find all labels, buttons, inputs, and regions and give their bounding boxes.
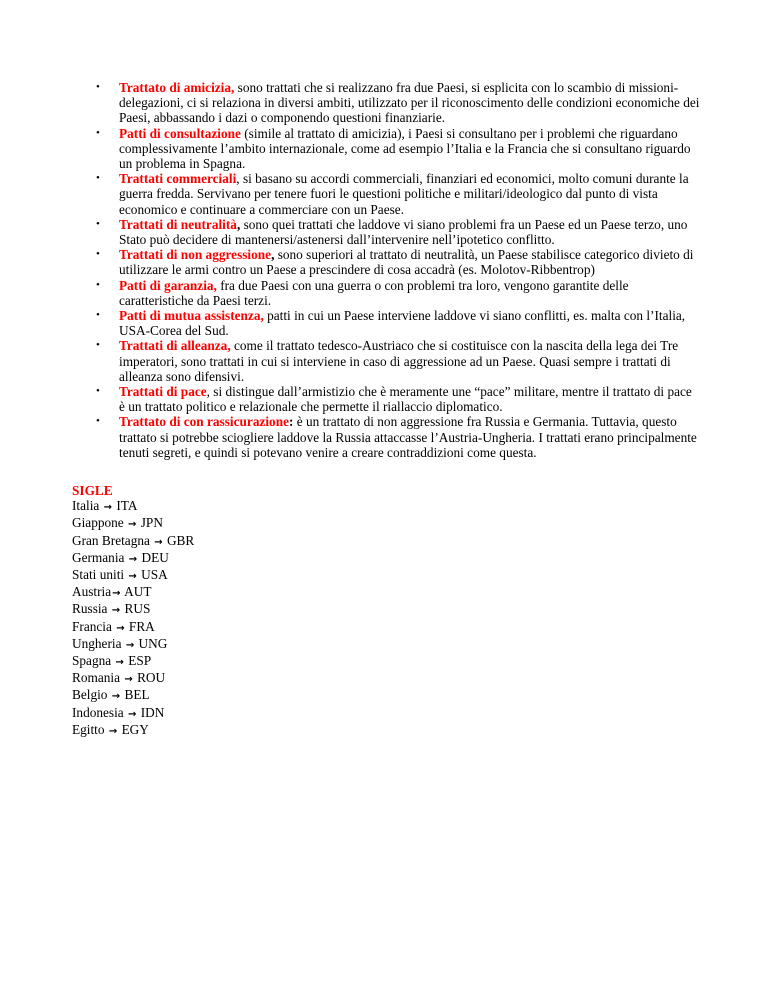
bullet-icon: •: [96, 339, 100, 352]
arrow-right-icon: →: [128, 519, 137, 531]
sigle-row: [72, 670, 472, 687]
arrow-right-icon: →: [128, 553, 138, 565]
treaty-term: Trattati commerciali: [119, 171, 237, 187]
arrow-right-icon: →: [124, 674, 133, 686]
country-name: Stati uniti: [72, 567, 125, 583]
arrow-right-icon: →: [111, 605, 121, 617]
treaty-term: Trattati di alleanza,: [119, 338, 231, 354]
treaty-term: Trattati di non aggressione: [119, 247, 272, 263]
treaty-list: [72, 80, 700, 460]
sigle-row: [72, 533, 472, 550]
country-name: Belgio: [72, 687, 108, 703]
treaty-description: sono superiori al trattato di neutralità, un Paese stabilisce categorico divieto di utilizzare le armi contro un Paese a prescindere di cosa accadrà (es. Molotov-Ribbentrop): [119, 247, 694, 278]
country-name: Giappone: [72, 515, 124, 531]
treaty-term: Patti di mutua assistenza,: [119, 308, 264, 324]
country-code: ITA: [116, 498, 138, 514]
country-name: Spagna: [72, 653, 112, 669]
country-name: Egitto: [72, 721, 105, 737]
bullet-icon: •: [96, 81, 100, 93]
country-name: Germania: [72, 549, 125, 565]
arrow-right-icon: →: [154, 536, 163, 548]
treaty-item: [72, 217, 700, 247]
treaty-term: Patti di consultazione: [119, 125, 241, 141]
treaty-item: [72, 278, 700, 308]
treaty-item: [72, 414, 700, 460]
bullet-icon: •: [96, 217, 100, 230]
treaty-item: [72, 126, 700, 172]
country-name: Austria: [72, 584, 112, 600]
bullet-icon: •: [96, 278, 100, 291]
treaty-item: [72, 338, 700, 384]
sigle-row: [72, 584, 472, 601]
sigle-row: [72, 687, 472, 704]
treaty-term: Trattato di con rassicurazione: [119, 414, 290, 430]
treaty-term: Trattato di amicizia,: [119, 80, 235, 95]
sigle-row: [72, 498, 472, 515]
bullet-icon: •: [96, 172, 100, 185]
treaty-term-punctuation: ,: [236, 216, 241, 232]
country-code: AUT: [124, 584, 152, 600]
country-code: UNG: [138, 635, 168, 651]
sigle-row: [72, 705, 472, 722]
treaty-term: Patti di garanzia,: [119, 277, 217, 293]
sigle-section: [72, 483, 472, 739]
sigle-row: [72, 653, 472, 670]
bullet-icon: •: [96, 415, 100, 428]
bullet-icon: •: [96, 126, 100, 139]
treaty-item: [72, 247, 700, 277]
country-name: Ungheria: [72, 635, 122, 651]
bullet-icon: •: [96, 385, 100, 398]
arrow-right-icon: →: [108, 725, 118, 737]
sigle-list: [72, 498, 472, 739]
arrow-right-icon: →: [115, 657, 124, 669]
treaty-description: sono trattati che si realizzano fra due Paesi, si esplicita con lo scambio di missioni-delegazioni, ci si relaziona in diversi ambiti, utilizzato per il riconoscimento delle condizioni economiche dei Paesi, abbassando i dazi o componendo questioni finanziarie.: [119, 80, 700, 126]
sigle-row: [72, 515, 472, 532]
country-code: BEL: [124, 687, 150, 703]
bullet-icon: •: [96, 248, 100, 261]
country-code: ESP: [128, 653, 152, 669]
treaty-description: come il trattato tedesco-Austriaco che si costituisce con la nascita della lega dei Tre imperatori, sono trattati in cui si interviene in caso di aggressione ad un Paese. Quasi sempre i trattati di alleanza sono difensivi.: [119, 338, 679, 384]
country-code: FRA: [128, 618, 155, 634]
country-name: Russia: [72, 601, 108, 617]
treaty-description: (simile al trattato di amicizia), i Paesi si consultano per i problemi che riguardano complessivamente l’ambito internazionale, come ad esempio l’Italia e la Francia che si consultano riguardo un problema in Spagna.: [119, 125, 691, 172]
treaty-term-punctuation: :: [289, 414, 294, 430]
treaty-item: [72, 384, 700, 414]
sigle-row: [72, 550, 472, 567]
treaty-description: , si basano su accordi commerciali, finanziari ed economici, molto comuni durante la guerra fredda. Servivano per tenere fuori le questioni politiche e militari/ideologico dal punto di vista economico e continuare a commerciare con un Paese.: [119, 171, 689, 217]
arrow-right-icon: →: [128, 571, 137, 583]
country-code: USA: [141, 567, 168, 583]
arrow-right-icon: →: [111, 691, 121, 703]
country-code: GBR: [166, 532, 195, 548]
country-name: Gran Bretagna: [72, 532, 150, 548]
bullet-icon: •: [96, 309, 100, 322]
treaty-description: , si distingue dall’armistizio che è meramente une “pace” militare, mentre il trattato di pace è un trattato politico e relazionale che permette il riallaccio diplomatico.: [119, 384, 692, 415]
country-name: Italia: [72, 498, 100, 514]
treaty-description: fra due Paesi con una guerra o con problemi tra loro, vengono garantite delle caratteristiche da Paesi terzi.: [119, 277, 629, 308]
treaty-term: Trattati di neutralità: [119, 216, 237, 232]
sigle-row: [72, 601, 472, 618]
treaty-term-punctuation: ,: [271, 247, 275, 263]
country-code: ROU: [137, 670, 166, 686]
arrow-right-icon: →: [112, 588, 121, 600]
treaty-description: patti in cui un Paese interviene laddove vi siano conflitti, es. malta con l’Italia, USA-Corea del Sud.: [119, 308, 686, 339]
treaty-description: sono quei trattati che laddove vi siano problemi fra un Paese ed un Paese terzo, uno Stato può decidere di mantenersi/astenersi dall’intervenire nell’ipotetico conflitto.: [119, 216, 688, 248]
sigle-row: [72, 567, 472, 584]
arrow-right-icon: →: [125, 639, 135, 651]
sigle-row: [72, 722, 472, 739]
sigle-title: SIGLE: [72, 483, 113, 498]
country-name: Romania: [72, 670, 121, 686]
country-code: JPN: [140, 515, 163, 531]
arrow-right-icon: →: [128, 708, 137, 720]
country-name: Francia: [72, 618, 112, 634]
treaty-item: [72, 171, 700, 217]
treaty-description: è un trattato di non aggressione fra Russia e Germania. Tuttavia, questo trattato si potrebbe sciogliere laddove la Russia attaccasse l’Austria-Ungheria. I trattati erano principalmente tenuti segreti, e quindi si potevano venire a creare contraddizioni come questa.: [119, 414, 697, 460]
country-code: EGY: [121, 721, 149, 737]
country-name: Indonesia: [72, 704, 124, 720]
country-code: DEU: [141, 549, 169, 565]
sigle-row: [72, 636, 472, 653]
treaty-item: [72, 80, 700, 126]
treaty-item: [72, 308, 700, 338]
treaty-term: Trattati di pace: [119, 384, 207, 400]
country-code: RUS: [124, 601, 151, 617]
arrow-right-icon: →: [103, 502, 113, 514]
arrow-right-icon: →: [116, 622, 125, 634]
sigle-row: [72, 619, 472, 636]
country-code: IDN: [140, 704, 165, 720]
